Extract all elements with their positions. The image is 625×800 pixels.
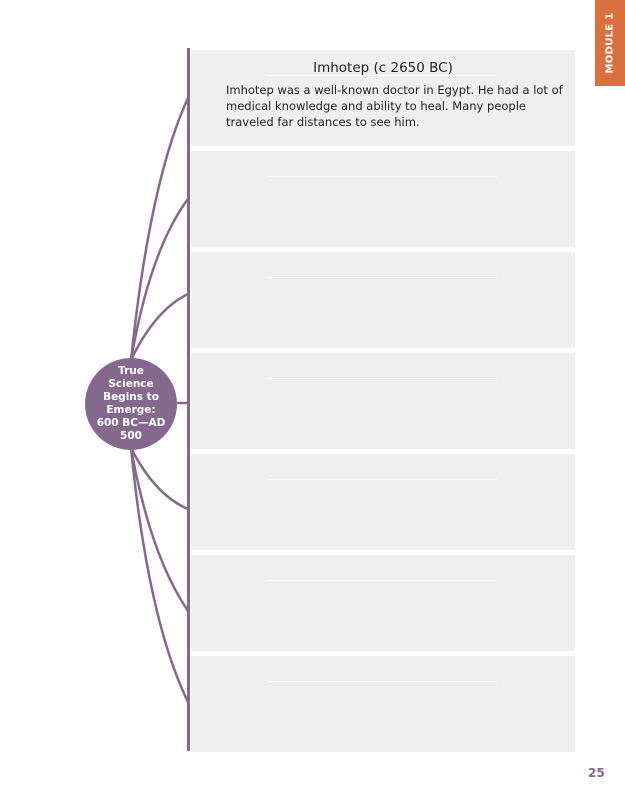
timeline-entry-6[interactable] bbox=[191, 555, 575, 651]
title-line bbox=[268, 176, 497, 177]
timeline-hub bbox=[85, 358, 177, 450]
hub-label: True Science Begins to Emerge: 600 BC—AD 500 bbox=[96, 364, 166, 443]
page-number: 25 bbox=[588, 766, 605, 780]
title-line bbox=[268, 580, 497, 581]
timeline-spine bbox=[187, 48, 190, 751]
title-line bbox=[268, 479, 497, 480]
timeline-entry-5[interactable] bbox=[191, 454, 575, 550]
timeline-entry-2[interactable] bbox=[191, 151, 575, 247]
entry-title: Imhotep (c 2650 BC) bbox=[313, 60, 453, 76]
title-line bbox=[268, 681, 497, 682]
title-line bbox=[268, 378, 497, 379]
connector-5 bbox=[131, 448, 188, 509]
timeline-entry-1[interactable] bbox=[191, 50, 575, 146]
connector-2 bbox=[131, 199, 188, 360]
connector-3 bbox=[131, 294, 188, 360]
timeline-entry-4[interactable] bbox=[191, 353, 575, 449]
title-line bbox=[268, 277, 497, 278]
module-tab-label: MODULE 1 bbox=[604, 12, 616, 74]
timeline-entry-7[interactable] bbox=[191, 656, 575, 752]
entry-text: Imhotep was a well-known doctor in Egypt. He had a lot of medical knowledge and ability to heal. Many people traveled far distances to see him. bbox=[226, 83, 563, 129]
connector-6 bbox=[131, 448, 188, 611]
timeline-entry-3[interactable] bbox=[191, 252, 575, 348]
